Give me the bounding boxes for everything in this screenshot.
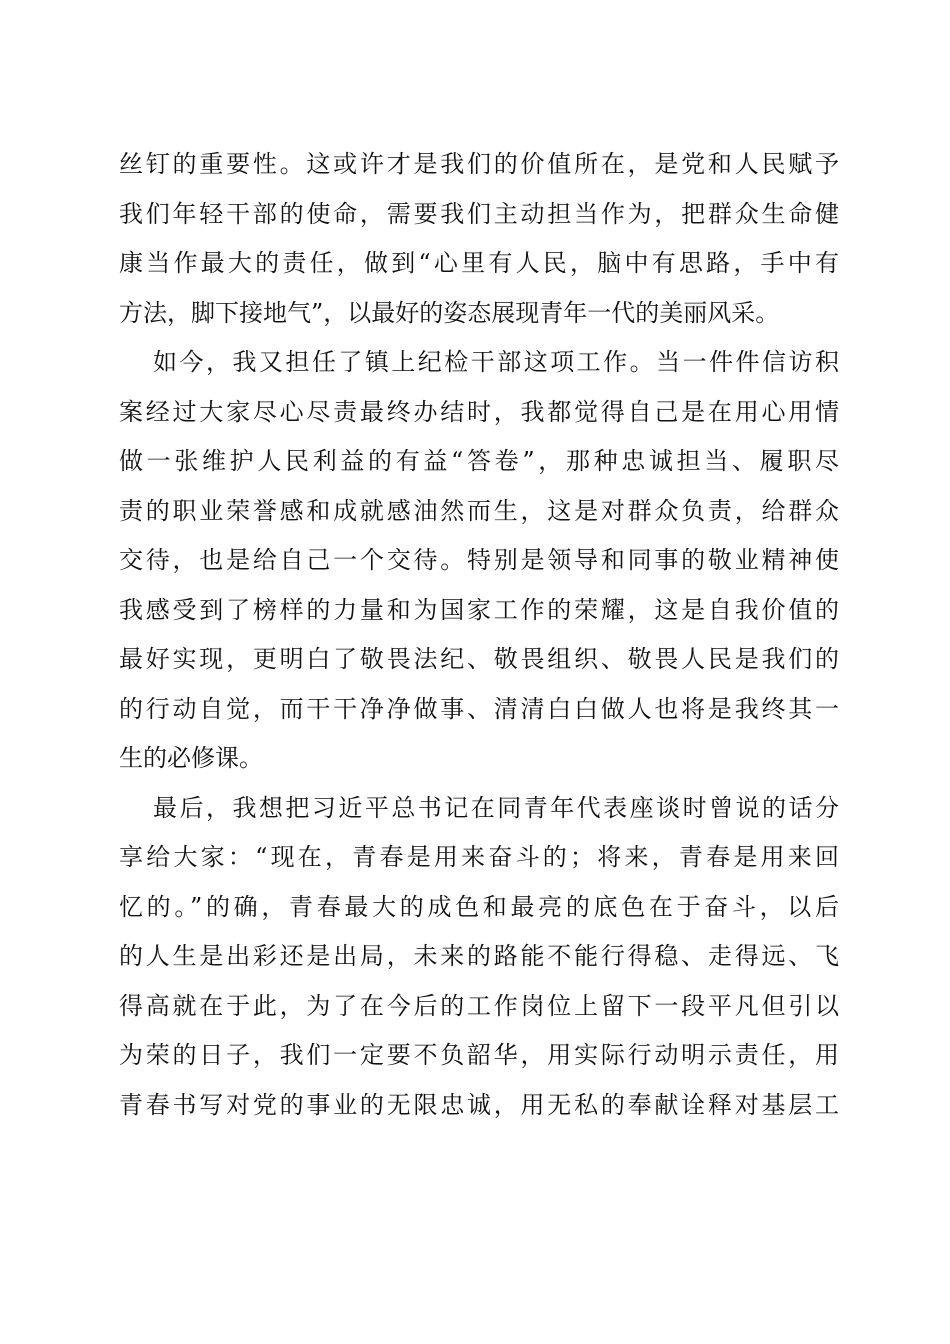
- text-line: 得高就在于此，为了在今后的工作岗位上留下一段平凡但引以: [119, 991, 839, 1020]
- text-line: 康当作最大的责任，做到“心里有人民，脑中有思路，手中有: [119, 249, 839, 277]
- text-line: 的行动自觉，而干干净净做事、清清白白做人也将是我终其一: [119, 694, 839, 723]
- text-line: 我们年轻干部的使命，需要我们主动担当作为，把群众生命健: [119, 199, 839, 228]
- text-line: 忆的。”的确，青春最大的成色和最亮的底色在于奋斗，以后: [119, 892, 839, 921]
- text-line: 的人生是出彩还是出局，未来的路能不能行得稳、走得远、飞: [119, 942, 839, 970]
- text-line: 做一张维护人民利益的有益“答卷”，那种忠诚担当、履职尽: [119, 447, 839, 475]
- text-line: 交待，也是给自己一个交待。特别是领导和同事的敬业精神使: [119, 546, 839, 574]
- text-line: 最后，我想把习近平总书记在同青年代表座谈时曾说的话分: [153, 793, 839, 822]
- text-line: 案经过大家尽心尽责最终办结时，我都觉得自己是在用心用情: [119, 397, 839, 426]
- text-line: 我感受到了榜样的力量和为国家工作的荣耀，这是自我价值的: [119, 595, 839, 624]
- text-line: 丝钉的重要性。这或许才是我们的价值所在，是党和人民赋予: [119, 150, 839, 178]
- text-line: 最好实现，更明白了敬畏法纪、敬畏组织、敬畏人民是我们的: [119, 645, 839, 673]
- text-line: 责的职业荣誉感和成就感油然而生，这是对群众负责，给群众: [119, 496, 839, 525]
- text-line: 享给大家：“现在，青春是用来奋斗的；将来，青春是用来回: [119, 843, 839, 871]
- text-line: 青春书写对党的事业的无限忠诚，用无私的奉献诠释对基层工: [119, 1090, 839, 1119]
- text-line: 如今，我又担任了镇上纪检干部这项工作。当一件件信访积: [153, 348, 839, 376]
- text-line: 方法，脚下接地气”，以最好的姿态展现青年一代的美丽风采。: [119, 298, 780, 327]
- body-text: [119, 140, 839, 1130]
- text-line: 生的必修课。: [119, 744, 263, 772]
- text-line: 为荣的日子，我们一定要不负韶华，用实际行动明示责任，用: [119, 1041, 839, 1069]
